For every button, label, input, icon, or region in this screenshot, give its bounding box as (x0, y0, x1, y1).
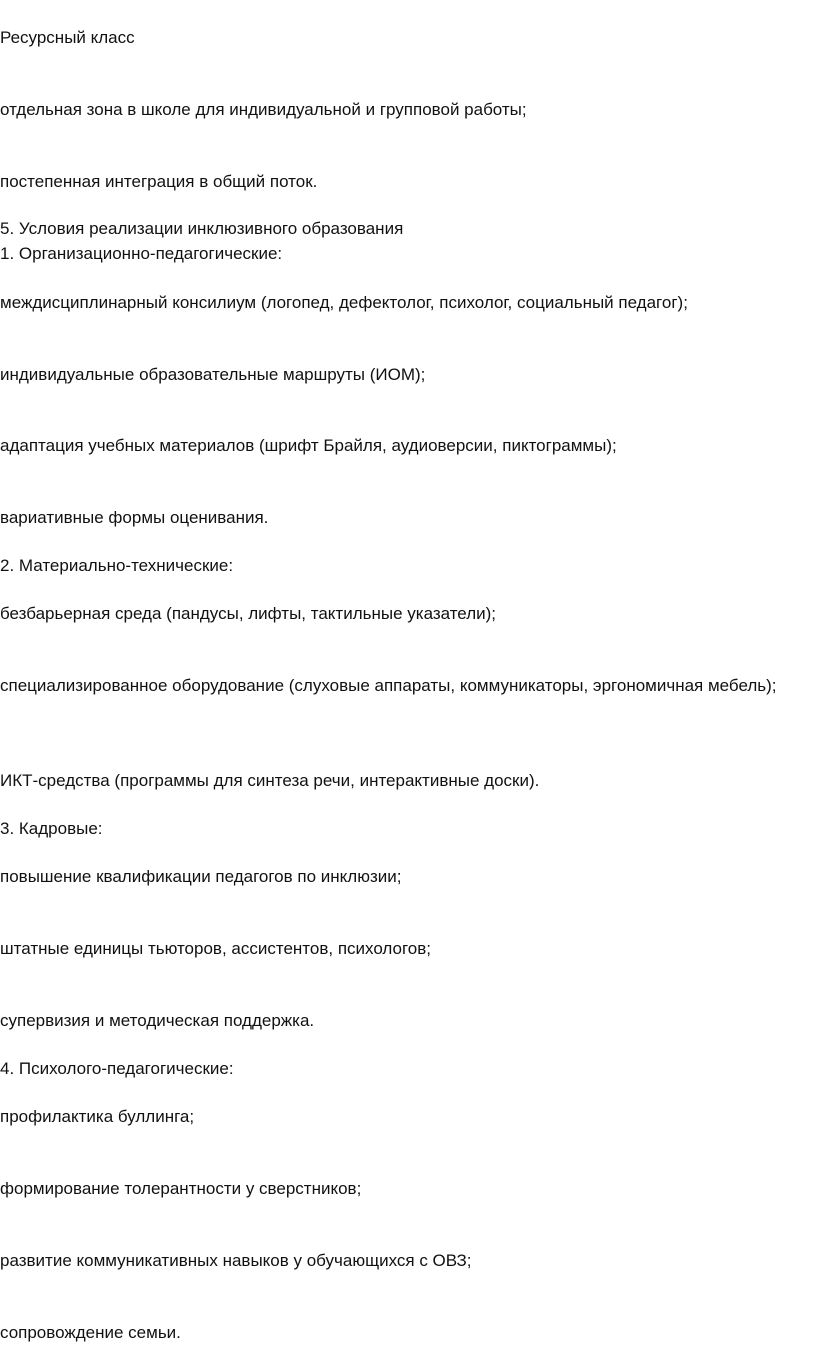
resource-item-2: постепенная интеграция в общий поток. (0, 172, 318, 191)
group-psychological-item-2: формирование толерантности у сверстников; (0, 1179, 362, 1198)
group-staff-item-3: супервизия и методическая поддержка. (0, 1011, 315, 1030)
resource-item-1: отдельная зона в школе для индивидуальной и групповой работы; (0, 100, 527, 119)
group-psychological-item-1: профилактика буллинга; (0, 1107, 195, 1126)
group-psychological-item-4: сопровождение семьи. (0, 1323, 181, 1342)
group-staff-item-2: штатные единицы тьюторов, ассистентов, психологов; (0, 939, 432, 958)
group-organizational-item-2: индивидуальные образовательные маршруты (ИОМ); (0, 365, 426, 384)
group-organizational-item-1: междисциплинарный консилиум (логопед, дефектолог, психолог, социальный педагог); (0, 293, 688, 312)
group-material-item-3: ИКТ-средства (программы для синтеза речи, интерактивные доски). (0, 771, 540, 790)
group-organizational-item-4: вариативные формы оценивания. (0, 508, 269, 527)
group-title-organizational: 1. Организационно-педагогические: (0, 244, 283, 263)
heading-resource-class: Ресурсный класс (0, 28, 135, 47)
group-title-psychological: 4. Психолого-педагогические: (0, 1059, 234, 1078)
group-title-material: 2. Материально-технические: (0, 556, 234, 575)
group-psychological-item-3: развитие коммуникативных навыков у обучающихся с ОВЗ; (0, 1251, 472, 1270)
group-organizational-item-3: адаптация учебных материалов (шрифт Брайля, аудиоверсии, пиктограммы); (0, 436, 617, 455)
group-material-item-1: безбарьерная среда (пандусы, лифты, тактильные указатели); (0, 604, 496, 623)
section-title: 5. Условия реализации инклюзивного образования (0, 219, 404, 238)
group-material-item-2: специализированное оборудование (слуховые аппараты, коммуникаторы, эргономичная мебель); (0, 676, 777, 695)
group-staff-item-1: повышение квалификации педагогов по инклюзии; (0, 867, 402, 886)
group-title-staff: 3. Кадровые: (0, 819, 103, 838)
